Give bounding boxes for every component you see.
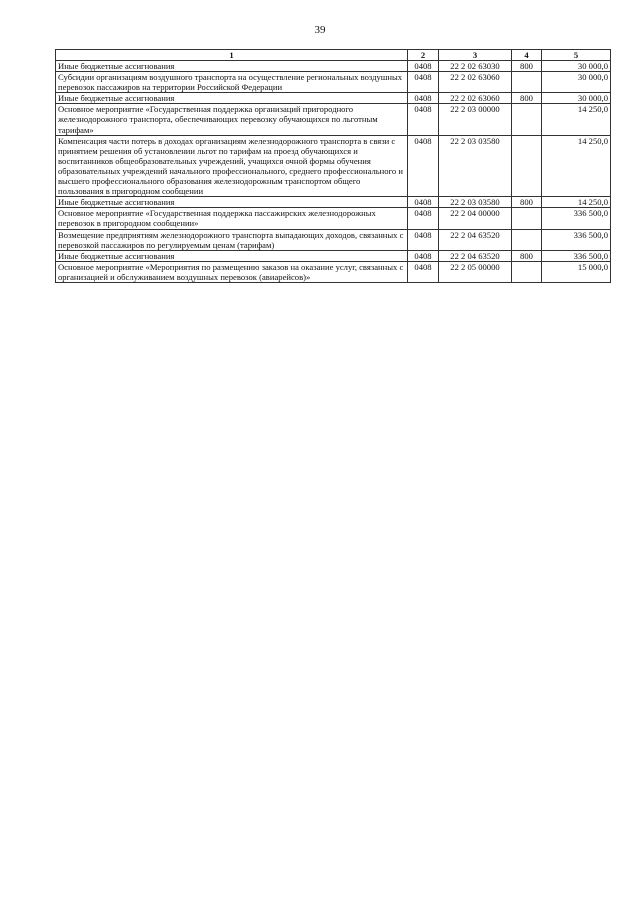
row-kind-cell: 800 (512, 61, 542, 72)
row-target-cell: 22 2 04 63520 (439, 229, 512, 250)
budget-table (55, 49, 611, 283)
row-target-cell: 22 2 02 63060 (439, 93, 512, 104)
table-row (56, 208, 611, 229)
row-amount-cell: 30 000,0 (542, 61, 611, 72)
row-name-cell: Основное мероприятие «Мероприятия по размещению заказов на оказание услуг, связанных с организацией и обслуживанием воздушных перевозок (авиарейсов)» (56, 261, 408, 282)
table-row (56, 104, 611, 135)
row-amount-cell: 14 250,0 (542, 197, 611, 208)
row-section-cell: 0408 (408, 208, 439, 229)
header-col-4: 4 (512, 50, 542, 61)
row-section-cell: 0408 (408, 104, 439, 135)
table-row (56, 261, 611, 282)
row-section-cell: 0408 (408, 135, 439, 197)
row-target-cell: 22 2 04 00000 (439, 208, 512, 229)
row-target-cell: 22 2 04 63520 (439, 250, 512, 261)
row-kind-cell (512, 208, 542, 229)
row-kind-cell: 800 (512, 93, 542, 104)
row-section-cell: 0408 (408, 61, 439, 72)
page-number: 39 (314, 24, 326, 36)
row-kind-cell: 800 (512, 197, 542, 208)
row-amount-cell: 14 250,0 (542, 135, 611, 197)
row-name-cell: Иные бюджетные ассигнования (56, 197, 408, 208)
row-amount-cell: 336 500,0 (542, 229, 611, 250)
table-row (56, 93, 611, 104)
table-body (56, 61, 611, 283)
row-name-cell: Возмещение предприятиям железнодорожного транспорта выпадающих доходов, связанных с перевозкой пассажиров по регулируемым ценам (тарифам) (56, 229, 408, 250)
row-section-cell: 0408 (408, 261, 439, 282)
row-amount-cell: 14 250,0 (542, 104, 611, 135)
row-target-cell: 22 2 02 63060 (439, 72, 512, 93)
row-target-cell: 22 2 02 63030 (439, 61, 512, 72)
row-section-cell: 0408 (408, 197, 439, 208)
row-name-cell: Компенсация части потерь в доходах организациям железнодорожного транспорта в связи с принятием решения об установлении льгот по тарифам на проезд обучающихся и воспитанников общеобразовательных учреждений, учащихся очной формы обучения образовательных учреждений начального профессионального, среднего профессионального и высшего профессионального образования железнодорожным транспортом общего пользования в пригородном сообщении (56, 135, 408, 197)
row-section-cell: 0408 (408, 93, 439, 104)
header-col-3: 3 (439, 50, 512, 61)
row-amount-cell: 336 500,0 (542, 208, 611, 229)
row-name-cell: Субсидии организациям воздушного транспорта на осуществление региональных воздушных перевозок пассажиров на территории Российской Федерации (56, 72, 408, 93)
row-section-cell: 0408 (408, 229, 439, 250)
row-name-cell: Иные бюджетные ассигнования (56, 250, 408, 261)
row-kind-cell: 800 (512, 250, 542, 261)
row-name-cell: Основное мероприятие «Государственная поддержка организаций пригородного железнодорожного транспорта, обеспечивающих перевозку обучающихся по льготным тарифам» (56, 104, 408, 135)
row-target-cell: 22 2 05 00000 (439, 261, 512, 282)
row-kind-cell (512, 229, 542, 250)
header-col-1: 1 (56, 50, 408, 61)
header-col-5: 5 (542, 50, 611, 61)
row-target-cell: 22 2 03 03580 (439, 135, 512, 197)
table-row (56, 72, 611, 93)
row-section-cell: 0408 (408, 250, 439, 261)
table-row (56, 135, 611, 197)
row-amount-cell: 336 500,0 (542, 250, 611, 261)
row-target-cell: 22 2 03 00000 (439, 104, 512, 135)
row-kind-cell (512, 135, 542, 197)
table-row (56, 197, 611, 208)
table-row (56, 61, 611, 72)
row-amount-cell: 15 000,0 (542, 261, 611, 282)
row-amount-cell: 30 000,0 (542, 93, 611, 104)
table-row (56, 250, 611, 261)
row-kind-cell (512, 104, 542, 135)
row-name-cell: Иные бюджетные ассигнования (56, 61, 408, 72)
row-name-cell: Основное мероприятие «Государственная поддержка пассажирских железнодорожных перевозок в пригородном сообщении» (56, 208, 408, 229)
row-kind-cell (512, 261, 542, 282)
table-header-row (56, 50, 611, 61)
row-section-cell: 0408 (408, 72, 439, 93)
header-col-2: 2 (408, 50, 439, 61)
row-name-cell: Иные бюджетные ассигнования (56, 93, 408, 104)
table-row (56, 229, 611, 250)
row-amount-cell: 30 000,0 (542, 72, 611, 93)
row-kind-cell (512, 72, 542, 93)
row-target-cell: 22 2 03 03580 (439, 197, 512, 208)
